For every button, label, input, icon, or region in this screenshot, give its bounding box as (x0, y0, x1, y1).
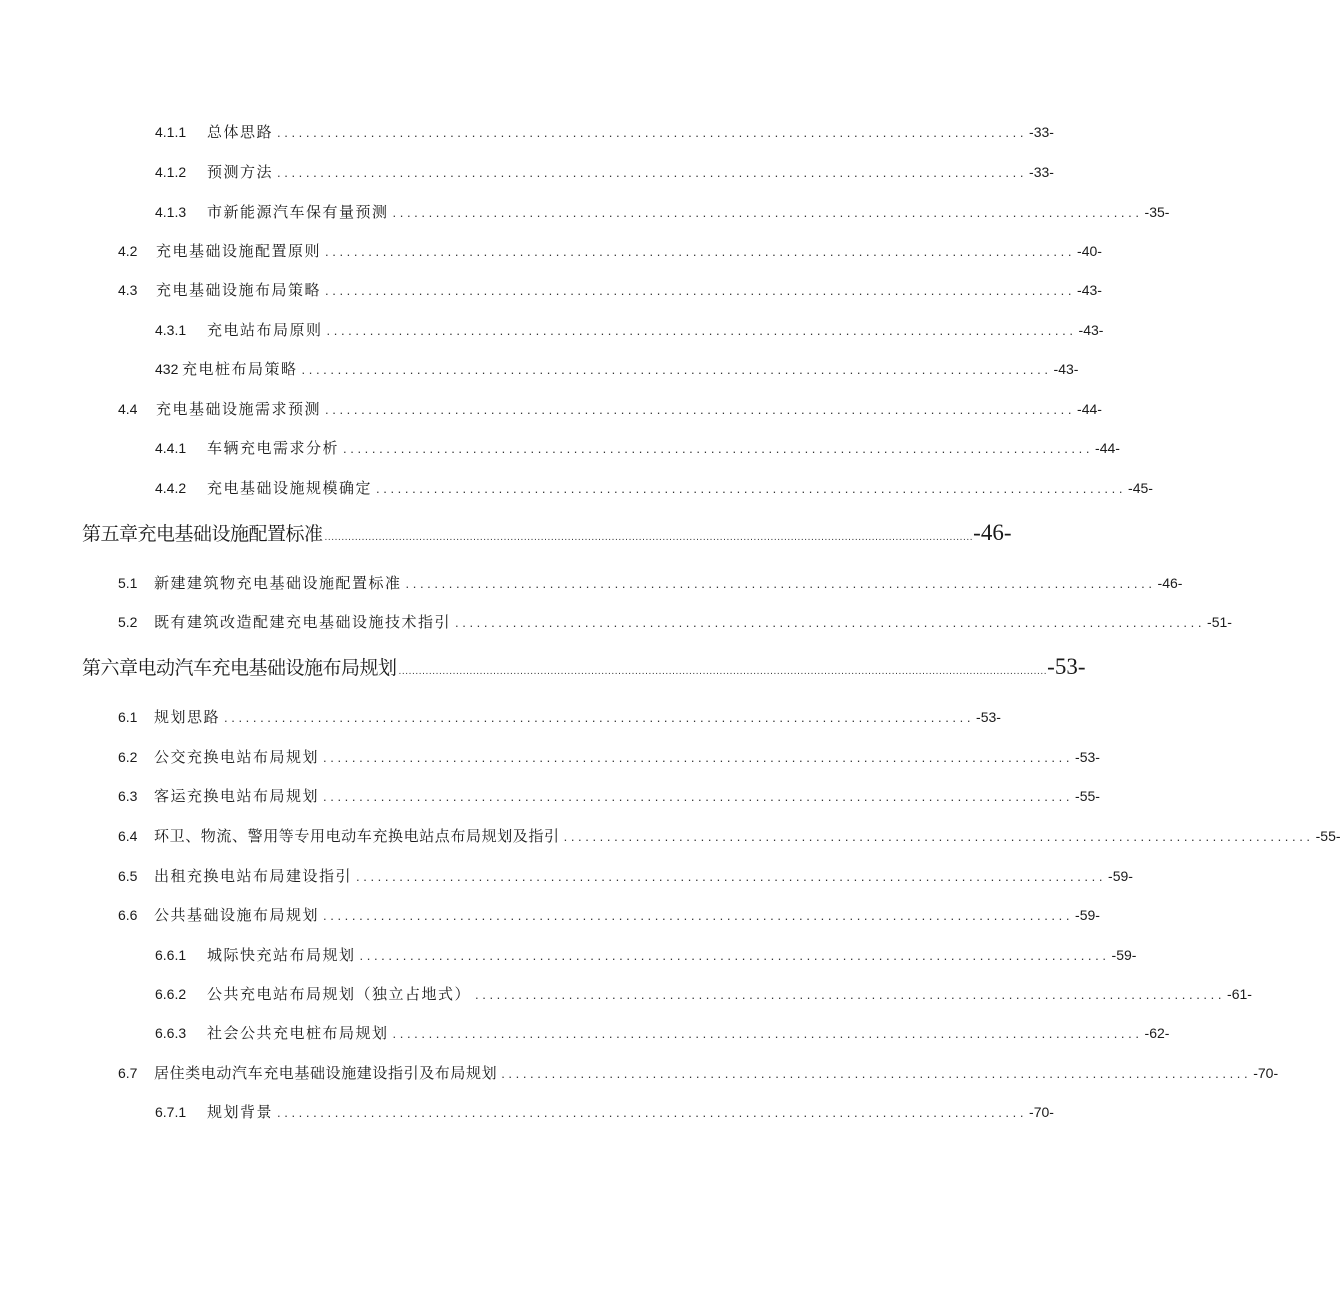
section-number: 5.1 (118, 575, 138, 591)
section-number: 4.4.2 (155, 480, 187, 496)
dot-leader: ........................................................................................................ (405, 576, 1156, 591)
toc-entry-6-6-1[interactable] (155, 944, 1137, 965)
dot-leader: ........................................................................................................ (376, 481, 1127, 496)
dot-leader: ................................................................................................................................................................................................ (324, 532, 974, 543)
toc-entry-4-4-1[interactable] (155, 437, 1120, 458)
section-number: 6.2 (118, 749, 138, 765)
section-title: 预测方法 (207, 163, 274, 181)
section-number: 6.6.3 (155, 1025, 187, 1041)
toc-entry-4-1-3[interactable] (155, 201, 1170, 222)
section-number: 5.2 (118, 614, 138, 630)
section-number: 4.4 (118, 401, 138, 417)
toc-entry-4-1-1[interactable] (155, 121, 1054, 142)
dot-leader: ........................................................................................................ (563, 829, 1314, 844)
page-number: -33- (1029, 124, 1054, 140)
page-number: -59- (1108, 868, 1133, 884)
section-title: 规划思路 (154, 708, 221, 726)
dot-leader: ........................................................................................................ (323, 908, 1074, 923)
section-number: 4.4.1 (155, 440, 187, 456)
page-number: -55- (1075, 788, 1100, 804)
section-number: 4.1.3 (155, 204, 187, 220)
toc-entry-6-6[interactable] (118, 904, 1100, 925)
section-title: 新建建筑物充电基础设施配置标准 (154, 574, 402, 592)
section-title: 公交充换电站布局规划 (154, 748, 320, 766)
section-title: 既有建筑改造配建充电基础设施技术指引 (154, 613, 452, 631)
toc-entry-6-6-2[interactable] (155, 983, 1252, 1004)
dot-leader: ........................................................................................................ (277, 165, 1028, 180)
toc-entry-4-4[interactable] (118, 398, 1102, 419)
dot-leader: ........................................................................................................ (224, 710, 975, 725)
section-title: 市新能源汽车保有量预测 (207, 203, 389, 221)
page-number: -53- (1075, 749, 1100, 765)
section-title: 社会公共充电桩布局规划 (207, 1024, 389, 1042)
section-number: 6.7.1 (155, 1104, 187, 1120)
page-number: -40- (1077, 243, 1102, 259)
dot-leader: ........................................................................................................ (359, 948, 1110, 963)
toc-entry-5-1[interactable] (118, 572, 1183, 593)
section-title: 充电站布局原则 (207, 321, 323, 339)
section-title: 总体思路 (207, 123, 274, 141)
section-number: 4.3.1 (155, 322, 187, 338)
section-title: 居住类电动汽车充电基础设施建设指引及布局规划 (154, 1064, 498, 1082)
section-number: 6.1 (118, 709, 138, 725)
page-number: -59- (1111, 947, 1137, 963)
section-title: 充电基础设施规模确定 (207, 479, 373, 497)
dot-leader: ........................................................................................................ (277, 125, 1028, 140)
section-number: 4.3 (118, 282, 138, 298)
section-number: 4.1.2 (155, 164, 187, 180)
page-number: -46- (1157, 575, 1183, 591)
section-number: 6.6 (118, 907, 138, 923)
dot-leader: ........................................................................................................ (501, 1066, 1252, 1081)
dot-leader: ........................................................................................................ (356, 869, 1107, 884)
dot-leader: ........................................................................................................ (455, 615, 1206, 630)
toc-entry-4-1-2[interactable] (155, 161, 1054, 182)
section-title: 充电基础设施配置原则 (156, 242, 322, 260)
page-number: -43- (1053, 361, 1079, 377)
section-title: 充电基础设施布局策略 (156, 281, 322, 299)
toc-entry-6-5[interactable] (118, 865, 1133, 886)
toc-entry-4-2[interactable] (118, 240, 1102, 261)
section-number: 6.7 (118, 1065, 138, 1081)
section-title: 充电基础设施需求预测 (156, 400, 322, 418)
toc-chapter-5[interactable] (82, 519, 1012, 546)
page-number: -61- (1227, 986, 1252, 1002)
chapter-title: 第六章电动汽车充电基础设施布局规划 (82, 657, 397, 679)
section-number: 4.2 (118, 243, 138, 259)
section-number: 432 (155, 361, 179, 377)
toc-entry-6-1[interactable] (118, 706, 1001, 727)
page-number: -43- (1078, 322, 1104, 338)
section-number: 6.5 (118, 868, 138, 884)
page-number: -70- (1253, 1065, 1279, 1081)
page-number: -33- (1029, 164, 1054, 180)
page-number: -53- (1047, 654, 1086, 679)
toc-entry-4-3-1[interactable] (155, 319, 1104, 340)
toc-entry-6-7[interactable] (118, 1062, 1279, 1083)
dot-leader: ........................................................................................................ (392, 1026, 1143, 1041)
dot-leader: ........................................................................................................ (325, 244, 1076, 259)
page-number: -70- (1029, 1104, 1054, 1120)
dot-leader: ........................................................................................................ (475, 987, 1226, 1002)
toc-entry-6-2[interactable] (118, 746, 1100, 767)
section-title: 客运充换电站布局规划 (154, 787, 320, 805)
dot-leader: ........................................................................................................ (326, 323, 1077, 338)
section-title: 环卫、物流、警用等专用电动车充换电站点布局规划及指引 (154, 827, 560, 845)
section-title: 城际快充站布局规划 (207, 946, 356, 964)
toc-entry-6-4[interactable] (118, 825, 1341, 846)
section-title: 出租充换电站布局建设指引 (154, 867, 353, 885)
toc-entry-4-3[interactable] (118, 279, 1102, 300)
toc-entry-4-4-2[interactable] (155, 477, 1153, 498)
toc-entry-6-3[interactable] (118, 785, 1100, 806)
section-title: 规划背景 (207, 1103, 274, 1121)
page-number: -44- (1095, 440, 1120, 456)
section-number: 6.4 (118, 828, 138, 844)
toc-entry-6-7-1[interactable] (155, 1101, 1054, 1122)
chapter-title: 第五章充电基础设施配置标准 (82, 523, 323, 545)
page-number: -45- (1128, 480, 1153, 496)
page-number: -51- (1207, 614, 1232, 630)
page-number: -59- (1075, 907, 1100, 923)
toc-chapter-6[interactable] (82, 653, 1086, 680)
toc-entry-4-3-2[interactable] (155, 358, 1079, 379)
toc-entry-5-2[interactable] (118, 611, 1232, 632)
page-number: -46- (973, 520, 1012, 545)
toc-entry-6-6-3[interactable] (155, 1022, 1170, 1043)
dot-leader: ........................................................................................................ (277, 1105, 1028, 1120)
dot-leader: ........................................................................................................ (343, 441, 1094, 456)
dot-leader: ................................................................................................................................................................................................ (398, 666, 1048, 677)
page-number: -55- (1315, 828, 1341, 844)
page-number: -44- (1077, 401, 1102, 417)
dot-leader: ........................................................................................................ (392, 205, 1143, 220)
page-number: -62- (1144, 1025, 1170, 1041)
section-title: 公共基础设施布局规划 (154, 906, 320, 924)
dot-leader: ........................................................................................................ (323, 750, 1074, 765)
dot-leader: ........................................................................................................ (325, 283, 1076, 298)
page-number: -35- (1144, 204, 1170, 220)
section-number: 6.3 (118, 788, 138, 804)
dot-leader: ........................................................................................................ (325, 402, 1076, 417)
section-number: 4.1.1 (155, 124, 187, 140)
section-title: 充电桩布局策略 (182, 360, 298, 378)
section-number: 6.6.2 (155, 986, 187, 1002)
dot-leader: ........................................................................................................ (323, 789, 1074, 804)
page-number: -53- (976, 709, 1001, 725)
page-number: -43- (1077, 282, 1102, 298)
section-title: 公共充电站布局规划（独立占地式） (207, 985, 472, 1003)
section-number: 6.6.1 (155, 947, 187, 963)
dot-leader: ........................................................................................................ (301, 362, 1052, 377)
section-title: 车辆充电需求分析 (207, 439, 340, 457)
